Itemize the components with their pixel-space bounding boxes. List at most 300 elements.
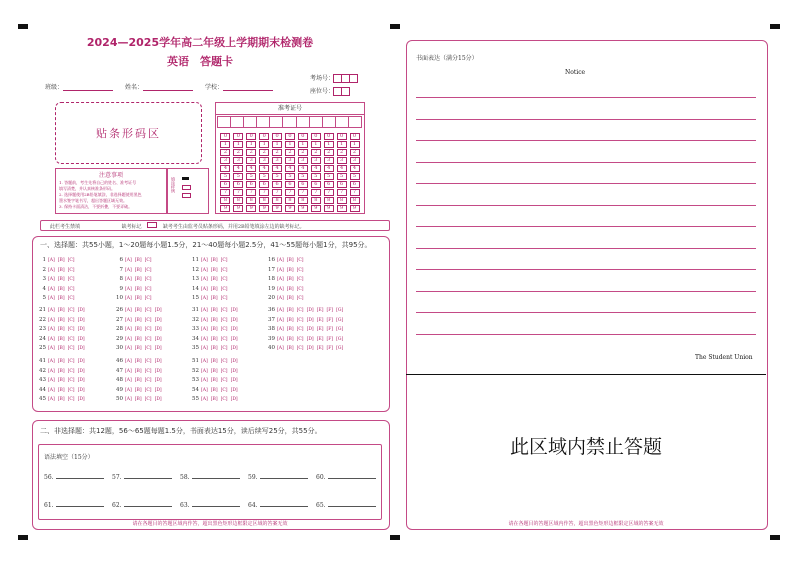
option-bubble[interactable]: [C]: [220, 368, 228, 374]
option-bubble[interactable]: [C]: [67, 359, 75, 364]
option-bubble[interactable]: [B]: [210, 336, 218, 342]
option-bubble[interactable]: [B]: [57, 258, 65, 263]
digit-bubble[interactable]: 0: [246, 133, 256, 140]
option-bubble[interactable]: [B]: [134, 359, 142, 364]
option-bubble[interactable]: [B]: [210, 346, 218, 351]
digit-bubble[interactable]: 5: [285, 173, 295, 180]
option-bubble[interactable]: [D]: [154, 378, 162, 383]
digit-bubble[interactable]: 9: [259, 205, 269, 212]
option-bubble[interactable]: [A]: [201, 317, 208, 323]
option-bubble[interactable]: [A]: [125, 397, 132, 402]
question-row[interactable]: [111, 376, 165, 386]
option-bubble[interactable]: [B]: [286, 296, 294, 301]
blank-line[interactable]: [260, 472, 308, 479]
digit-bubble[interactable]: 6: [220, 181, 230, 188]
digit-bubble[interactable]: 5: [337, 173, 347, 180]
option-bubble[interactable]: [A]: [48, 286, 55, 292]
grammar-blank[interactable]: [316, 472, 376, 481]
ticket-digit-row[interactable]: [219, 197, 361, 205]
option-bubble[interactable]: [D]: [230, 308, 238, 313]
option-bubble[interactable]: [B]: [286, 336, 294, 342]
digit-bubble[interactable]: 5: [298, 173, 308, 180]
option-bubble[interactable]: [D]: [77, 359, 85, 364]
grammar-blank[interactable]: [44, 500, 104, 509]
digit-bubble[interactable]: 3: [246, 157, 256, 164]
option-bubble[interactable]: [C]: [220, 308, 228, 313]
digit-bubble[interactable]: 6: [285, 181, 295, 188]
digit-bubble[interactable]: 8: [259, 197, 269, 204]
option-bubble[interactable]: [C]: [144, 368, 152, 374]
option-bubble[interactable]: [A]: [277, 277, 284, 282]
option-bubble[interactable]: [C]: [67, 296, 75, 301]
question-row[interactable]: [34, 325, 88, 335]
question-row[interactable]: [263, 285, 307, 295]
option-bubble[interactable]: [D]: [306, 308, 314, 313]
digit-bubble[interactable]: 3: [259, 157, 269, 164]
grammar-blank[interactable]: [180, 472, 240, 481]
ticket-write-cells[interactable]: [218, 116, 362, 128]
option-bubble[interactable]: [F]: [326, 336, 334, 342]
option-bubble[interactable]: [A]: [201, 368, 208, 374]
digit-bubble[interactable]: 1: [311, 141, 321, 148]
option-bubble[interactable]: [E]: [316, 336, 324, 342]
option-bubble[interactable]: [D]: [77, 327, 85, 332]
option-bubble[interactable]: [G]: [336, 336, 344, 342]
blank-line[interactable]: [192, 500, 240, 507]
question-row[interactable]: [263, 256, 307, 266]
digit-bubble[interactable]: 5: [272, 173, 282, 180]
option-bubble[interactable]: [A]: [125, 296, 132, 301]
option-bubble[interactable]: [B]: [134, 296, 142, 301]
option-bubble[interactable]: [A]: [48, 296, 55, 301]
question-row[interactable]: [187, 275, 231, 285]
option-bubble[interactable]: [C]: [296, 277, 304, 282]
option-bubble[interactable]: [C]: [67, 378, 75, 383]
ticket-digit-row[interactable]: [219, 205, 361, 213]
digit-bubble[interactable]: 6: [298, 181, 308, 188]
question-row[interactable]: [187, 367, 241, 377]
question-row[interactable]: [187, 395, 241, 405]
option-bubble[interactable]: [B]: [57, 267, 65, 273]
ticket-digit-row[interactable]: [219, 173, 361, 181]
digit-bubble[interactable]: 8: [233, 197, 243, 204]
option-bubble[interactable]: [D]: [154, 368, 162, 374]
digit-bubble[interactable]: 9: [285, 205, 295, 212]
option-bubble[interactable]: [A]: [48, 346, 55, 351]
digit-bubble[interactable]: 2: [298, 149, 308, 156]
ticket-digit-row[interactable]: [219, 157, 361, 165]
question-row[interactable]: [187, 266, 231, 276]
option-bubble[interactable]: [A]: [277, 346, 284, 351]
question-row[interactable]: [34, 266, 78, 276]
grammar-blank[interactable]: [248, 472, 308, 481]
option-bubble[interactable]: [B]: [57, 317, 65, 323]
digit-bubble[interactable]: 0: [311, 133, 321, 140]
option-bubble[interactable]: [A]: [201, 387, 208, 393]
digit-bubble[interactable]: 1: [272, 141, 282, 148]
option-bubble[interactable]: [D]: [306, 346, 314, 351]
exam-room-field[interactable]: [310, 73, 358, 83]
digit-bubble[interactable]: 1: [220, 141, 230, 148]
option-bubble[interactable]: [B]: [57, 277, 65, 282]
option-bubble[interactable]: [G]: [336, 308, 344, 313]
option-bubble[interactable]: [A]: [125, 267, 132, 273]
option-bubble[interactable]: [B]: [210, 387, 218, 393]
option-bubble[interactable]: [D]: [154, 308, 162, 313]
option-bubble[interactable]: [C]: [144, 346, 152, 351]
option-bubble[interactable]: [C]: [220, 359, 228, 364]
digit-bubble[interactable]: 9: [324, 205, 334, 212]
blank-line[interactable]: [260, 500, 308, 507]
option-bubble[interactable]: [B]: [286, 277, 294, 282]
option-bubble[interactable]: [B]: [210, 397, 218, 402]
option-bubble[interactable]: [A]: [125, 286, 132, 292]
option-bubble[interactable]: [C]: [67, 308, 75, 313]
option-bubble[interactable]: [A]: [48, 327, 55, 332]
digit-bubble[interactable]: 9: [272, 205, 282, 212]
option-bubble[interactable]: [A]: [201, 308, 208, 313]
question-row[interactable]: [263, 294, 307, 304]
question-row[interactable]: [263, 316, 346, 326]
option-bubble[interactable]: [E]: [316, 317, 324, 323]
digit-bubble[interactable]: 0: [298, 133, 308, 140]
digit-bubble[interactable]: 6: [246, 181, 256, 188]
option-bubble[interactable]: [B]: [286, 308, 294, 313]
option-bubble[interactable]: [F]: [326, 327, 334, 332]
question-row[interactable]: [34, 386, 88, 396]
digit-bubble[interactable]: 9: [220, 205, 230, 212]
question-row[interactable]: [187, 357, 241, 367]
option-bubble[interactable]: [B]: [134, 336, 142, 342]
option-bubble[interactable]: [D]: [77, 397, 85, 402]
option-bubble[interactable]: [A]: [125, 336, 132, 342]
school-field[interactable]: [205, 82, 273, 91]
digit-bubble[interactable]: 4: [220, 165, 230, 172]
option-bubble[interactable]: [C]: [296, 267, 304, 273]
option-bubble[interactable]: [D]: [154, 397, 162, 402]
digit-bubble[interactable]: 5: [350, 173, 360, 180]
digit-bubble[interactable]: 4: [298, 165, 308, 172]
digit-bubble[interactable]: 1: [246, 141, 256, 148]
option-bubble[interactable]: [C]: [220, 397, 228, 402]
option-bubble[interactable]: [B]: [134, 258, 142, 263]
question-row[interactable]: [187, 376, 241, 386]
digit-bubble[interactable]: 5: [324, 173, 334, 180]
digit-bubble[interactable]: 2: [246, 149, 256, 156]
option-bubble[interactable]: [A]: [125, 378, 132, 383]
question-row[interactable]: [34, 376, 88, 386]
option-bubble[interactable]: [B]: [286, 317, 294, 323]
digit-bubble[interactable]: 4: [246, 165, 256, 172]
option-bubble[interactable]: [B]: [210, 378, 218, 383]
option-bubble[interactable]: [A]: [48, 378, 55, 383]
option-bubble[interactable]: [C]: [220, 277, 228, 282]
option-bubble[interactable]: [D]: [154, 336, 162, 342]
question-row[interactable]: [34, 294, 78, 304]
option-bubble[interactable]: [A]: [201, 258, 208, 263]
digit-bubble[interactable]: 7: [246, 189, 256, 196]
question-row[interactable]: [187, 325, 241, 335]
option-bubble[interactable]: [D]: [154, 317, 162, 323]
question-row[interactable]: [111, 395, 165, 405]
option-bubble[interactable]: [G]: [336, 327, 344, 332]
option-bubble[interactable]: [B]: [57, 359, 65, 364]
digit-bubble[interactable]: 6: [259, 181, 269, 188]
option-bubble[interactable]: [D]: [77, 336, 85, 342]
digit-bubble[interactable]: 1: [337, 141, 347, 148]
digit-bubble[interactable]: 4: [259, 165, 269, 172]
grammar-blank[interactable]: [248, 500, 308, 509]
digit-bubble[interactable]: 7: [350, 189, 360, 196]
option-bubble[interactable]: [A]: [201, 267, 208, 273]
option-bubble[interactable]: [B]: [57, 346, 65, 351]
digit-bubble[interactable]: 8: [220, 197, 230, 204]
option-bubble[interactable]: [A]: [201, 277, 208, 282]
digit-bubble[interactable]: 1: [285, 141, 295, 148]
option-bubble[interactable]: [A]: [48, 258, 55, 263]
digit-bubble[interactable]: 4: [311, 165, 321, 172]
question-row[interactable]: [111, 316, 165, 326]
option-bubble[interactable]: [B]: [57, 286, 65, 292]
option-bubble[interactable]: [C]: [67, 267, 75, 273]
option-bubble[interactable]: [C]: [296, 317, 304, 323]
option-bubble[interactable]: [C]: [220, 327, 228, 332]
ticket-digit-row[interactable]: [219, 165, 361, 173]
digit-bubble[interactable]: 0: [220, 133, 230, 140]
option-bubble[interactable]: [B]: [134, 368, 142, 374]
grammar-blank[interactable]: [112, 500, 172, 509]
name-field[interactable]: [125, 82, 193, 91]
option-bubble[interactable]: [A]: [201, 327, 208, 332]
digit-bubble[interactable]: 2: [233, 149, 243, 156]
digit-bubble[interactable]: 7: [220, 189, 230, 196]
option-bubble[interactable]: [C]: [296, 336, 304, 342]
option-bubble[interactable]: [D]: [77, 317, 85, 323]
digit-bubble[interactable]: 8: [350, 197, 360, 204]
digit-bubble[interactable]: 5: [311, 173, 321, 180]
digit-bubble[interactable]: 3: [350, 157, 360, 164]
digit-bubble[interactable]: 7: [259, 189, 269, 196]
question-row[interactable]: [263, 325, 346, 335]
ticket-digit-row[interactable]: [219, 181, 361, 189]
option-bubble[interactable]: [A]: [277, 286, 284, 292]
digit-bubble[interactable]: 7: [337, 189, 347, 196]
option-bubble[interactable]: [A]: [125, 258, 132, 263]
class-field[interactable]: [45, 82, 113, 91]
option-bubble[interactable]: [C]: [67, 317, 75, 323]
option-bubble[interactable]: [B]: [134, 277, 142, 282]
digit-bubble[interactable]: 2: [259, 149, 269, 156]
option-bubble[interactable]: [A]: [48, 397, 55, 402]
digit-bubble[interactable]: 7: [324, 189, 334, 196]
option-bubble[interactable]: [C]: [220, 378, 228, 383]
option-bubble[interactable]: [A]: [125, 327, 132, 332]
digit-bubble[interactable]: 9: [233, 205, 243, 212]
digit-bubble[interactable]: 2: [350, 149, 360, 156]
question-row[interactable]: [111, 367, 165, 377]
option-bubble[interactable]: [A]: [48, 308, 55, 313]
option-bubble[interactable]: [B]: [134, 378, 142, 383]
digit-bubble[interactable]: 7: [233, 189, 243, 196]
question-row[interactable]: [187, 344, 241, 354]
option-bubble[interactable]: [B]: [210, 277, 218, 282]
digit-bubble[interactable]: 4: [285, 165, 295, 172]
option-bubble[interactable]: [C]: [220, 296, 228, 301]
digit-bubble[interactable]: 5: [259, 173, 269, 180]
ticket-digit-row[interactable]: [219, 189, 361, 197]
option-bubble[interactable]: [D]: [230, 317, 238, 323]
option-bubble[interactable]: [B]: [57, 308, 65, 313]
digit-bubble[interactable]: 4: [233, 165, 243, 172]
option-bubble[interactable]: [D]: [77, 387, 85, 393]
digit-bubble[interactable]: 2: [285, 149, 295, 156]
option-bubble[interactable]: [A]: [201, 359, 208, 364]
option-bubble[interactable]: [B]: [210, 258, 218, 263]
question-row[interactable]: [263, 335, 346, 345]
digit-bubble[interactable]: 5: [233, 173, 243, 180]
question-row[interactable]: [111, 266, 155, 276]
digit-bubble[interactable]: 6: [337, 181, 347, 188]
option-bubble[interactable]: [C]: [296, 296, 304, 301]
digit-bubble[interactable]: 9: [246, 205, 256, 212]
blank-line[interactable]: [192, 472, 240, 479]
question-row[interactable]: [111, 306, 165, 316]
question-row[interactable]: [34, 306, 88, 316]
blank-line[interactable]: [56, 472, 104, 479]
question-row[interactable]: [111, 325, 165, 335]
option-bubble[interactable]: [D]: [230, 336, 238, 342]
digit-bubble[interactable]: 1: [298, 141, 308, 148]
question-row[interactable]: [187, 386, 241, 396]
option-bubble[interactable]: [C]: [67, 397, 75, 402]
question-row[interactable]: [187, 285, 231, 295]
option-bubble[interactable]: [D]: [230, 378, 238, 383]
option-bubble[interactable]: [F]: [326, 308, 334, 313]
digit-bubble[interactable]: 8: [311, 197, 321, 204]
question-row[interactable]: [111, 275, 155, 285]
option-bubble[interactable]: [B]: [57, 296, 65, 301]
blank-line[interactable]: [56, 500, 104, 507]
option-bubble[interactable]: [B]: [134, 267, 142, 273]
question-row[interactable]: [34, 256, 78, 266]
option-bubble[interactable]: [A]: [277, 296, 284, 301]
option-bubble[interactable]: [D]: [306, 317, 314, 323]
question-row[interactable]: [111, 294, 155, 304]
digit-bubble[interactable]: 7: [298, 189, 308, 196]
digit-bubble[interactable]: 5: [246, 173, 256, 180]
option-bubble[interactable]: [A]: [201, 336, 208, 342]
option-bubble[interactable]: [A]: [277, 258, 284, 263]
question-row[interactable]: [111, 256, 155, 266]
option-bubble[interactable]: [B]: [286, 286, 294, 292]
digit-bubble[interactable]: 1: [233, 141, 243, 148]
option-bubble[interactable]: [C]: [67, 346, 75, 351]
digit-bubble[interactable]: 0: [324, 133, 334, 140]
option-bubble[interactable]: [B]: [210, 286, 218, 292]
question-row[interactable]: [187, 294, 231, 304]
digit-bubble[interactable]: 9: [350, 205, 360, 212]
option-bubble[interactable]: [C]: [144, 336, 152, 342]
option-bubble[interactable]: [C]: [144, 378, 152, 383]
digit-bubble[interactable]: 0: [350, 133, 360, 140]
ticket-digit-row[interactable]: [219, 133, 361, 141]
option-bubble[interactable]: [C]: [220, 346, 228, 351]
option-bubble[interactable]: [B]: [286, 346, 294, 351]
option-bubble[interactable]: [C]: [144, 277, 152, 282]
digit-bubble[interactable]: 4: [324, 165, 334, 172]
option-bubble[interactable]: [B]: [57, 327, 65, 332]
option-bubble[interactable]: [B]: [210, 368, 218, 374]
option-bubble[interactable]: [F]: [326, 346, 334, 351]
digit-bubble[interactable]: 4: [337, 165, 347, 172]
option-bubble[interactable]: [A]: [125, 368, 132, 374]
digit-bubble[interactable]: 9: [298, 205, 308, 212]
digit-bubble[interactable]: 8: [246, 197, 256, 204]
option-bubble[interactable]: [D]: [77, 346, 85, 351]
question-row[interactable]: [34, 367, 88, 377]
question-row[interactable]: [34, 316, 88, 326]
blank-line[interactable]: [124, 500, 172, 507]
digit-bubble[interactable]: 3: [285, 157, 295, 164]
digit-bubble[interactable]: 3: [298, 157, 308, 164]
option-bubble[interactable]: [A]: [125, 387, 132, 393]
question-row[interactable]: [263, 266, 307, 276]
digit-bubble[interactable]: 9: [311, 205, 321, 212]
option-bubble[interactable]: [C]: [144, 296, 152, 301]
question-row[interactable]: [187, 316, 241, 326]
option-bubble[interactable]: [C]: [144, 387, 152, 393]
option-bubble[interactable]: [C]: [144, 267, 152, 273]
question-row[interactable]: [111, 285, 155, 295]
digit-bubble[interactable]: 0: [233, 133, 243, 140]
grammar-blank[interactable]: [180, 500, 240, 509]
option-bubble[interactable]: [A]: [201, 397, 208, 402]
option-bubble[interactable]: [B]: [210, 308, 218, 313]
option-bubble[interactable]: [B]: [286, 267, 294, 273]
option-bubble[interactable]: [B]: [134, 317, 142, 323]
option-bubble[interactable]: [C]: [220, 387, 228, 393]
digit-bubble[interactable]: 0: [272, 133, 282, 140]
digit-bubble[interactable]: 2: [311, 149, 321, 156]
option-bubble[interactable]: [B]: [57, 397, 65, 402]
digit-bubble[interactable]: 2: [220, 149, 230, 156]
question-row[interactable]: [187, 256, 231, 266]
blank-line[interactable]: [328, 472, 376, 479]
option-bubble[interactable]: [F]: [326, 317, 334, 323]
option-bubble[interactable]: [C]: [67, 387, 75, 393]
digit-bubble[interactable]: 3: [220, 157, 230, 164]
option-bubble[interactable]: [B]: [57, 336, 65, 342]
question-row[interactable]: [111, 335, 165, 345]
option-bubble[interactable]: [B]: [286, 327, 294, 332]
blank-line[interactable]: [328, 500, 376, 507]
option-bubble[interactable]: [D]: [77, 378, 85, 383]
grammar-blank[interactable]: [316, 500, 376, 509]
option-bubble[interactable]: [C]: [296, 327, 304, 332]
digit-bubble[interactable]: 1: [324, 141, 334, 148]
option-bubble[interactable]: [E]: [316, 327, 324, 332]
option-bubble[interactable]: [C]: [220, 317, 228, 323]
option-bubble[interactable]: [A]: [277, 327, 284, 332]
grammar-blank[interactable]: [112, 472, 172, 481]
question-row[interactable]: [187, 335, 241, 345]
option-bubble[interactable]: [B]: [134, 387, 142, 393]
digit-bubble[interactable]: 2: [324, 149, 334, 156]
option-bubble[interactable]: [B]: [134, 308, 142, 313]
option-bubble[interactable]: [D]: [230, 359, 238, 364]
digit-bubble[interactable]: 0: [259, 133, 269, 140]
writing-area[interactable]: [406, 40, 766, 375]
